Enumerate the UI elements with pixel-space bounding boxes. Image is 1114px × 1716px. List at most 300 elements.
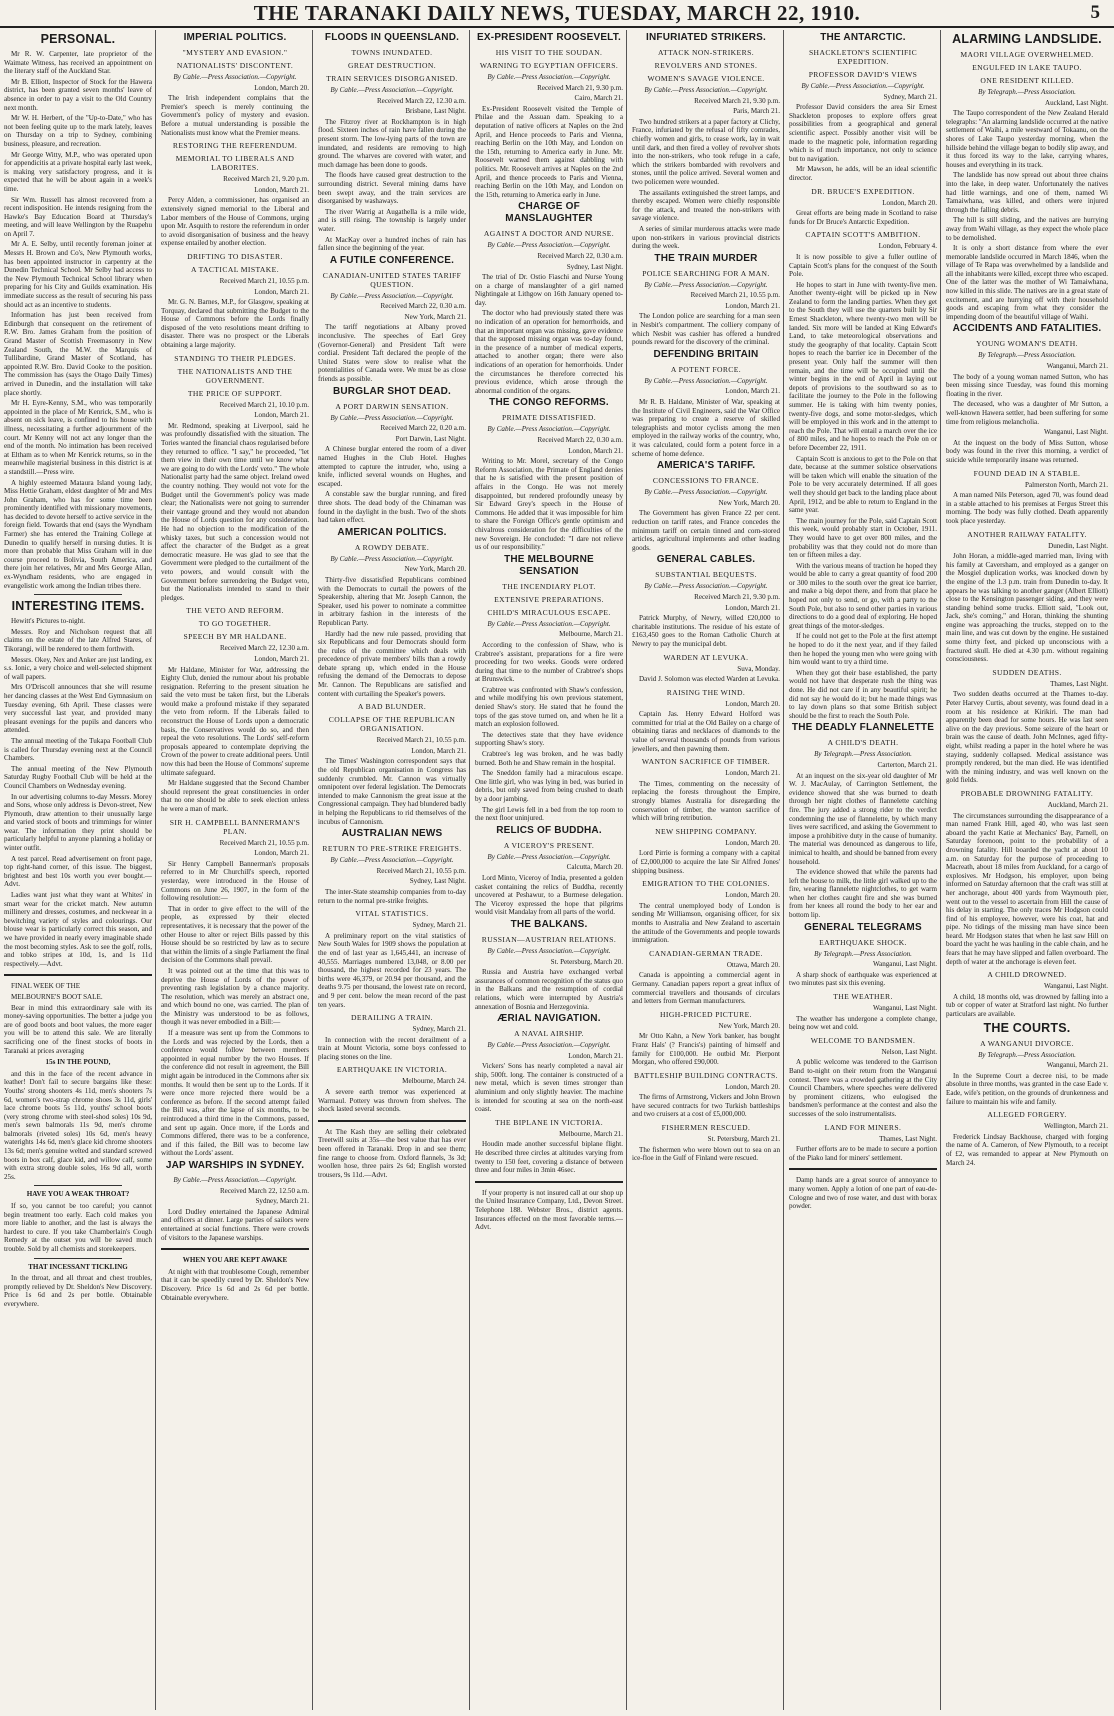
- paragraph: According to the confession of Shaw, who is Crabtree's assistant, preparations for a fire were proceeding for two weeks. Goods were ordered during that time to the number of Crabtree's shops at Brunswick.: [475, 640, 623, 684]
- dateline: London, March 21.: [568, 1051, 623, 1060]
- article-headline: BURGLAR SHOT DEAD.: [332, 385, 452, 397]
- column-rule: [312, 30, 313, 1710]
- paragraph: Damp hands are a great source of annoyance to many women. Apply a lotion of one part of eau-de-Cologne and two of rose water, and dust with borax powder.: [789, 1176, 937, 1211]
- paragraph: Two hundred strikers at a paper factory at Clichy, France, infuriated by the refusal of fifty comrades, chiefly women and girls, to cease work, lay in wait until dark, and then fired a volley of revolver shots into the non-strikers, who took refuge in a cafe, which the strikers bombarded with revolvers and stones, until the police arrived. Several women and two policemen were wounded.: [632, 117, 780, 186]
- article-headline: INFURIATED STRIKERS.: [646, 32, 766, 43]
- dateline-source: By Cable.—Press Association.—Copyright.: [330, 413, 454, 422]
- article-subheading: A BAD BLUNDER.: [357, 702, 427, 712]
- paragraph: The Government has given France 22 per cent. reduction on tariff rates, and France concedes the minimum tariff on certain tinned and corn-stored articles, agricultural implements and other leading goods.: [632, 509, 780, 552]
- dateline: Wanganui, Last Night.: [1043, 982, 1108, 991]
- dateline: St. Petersburg, March 20.: [550, 957, 623, 966]
- dateline: London, March 20.: [254, 83, 309, 92]
- dateline-source: By Cable.—Press Association.—Copyright.: [487, 73, 611, 81]
- article-subheading: THE WEATHER.: [833, 992, 893, 1002]
- heavy-divider: [161, 1248, 309, 1250]
- paragraph: A man named Nils Peterson, aged 70, was found dead in a stable attached to his premises at Fergus Street this morning. The body was fully clothed. Death apparently took place yesterday.: [946, 491, 1108, 525]
- article-subheading: DRIFTING TO DISASTER.: [187, 251, 283, 261]
- dateline: Received March 21, 10.55 p.m.: [376, 866, 466, 875]
- paragraph: Mr R. B. Haldane, Minister of War, speaking at the Institute of Civil Engineers, said the War Office was preparing to create a reserve of skilled telegraphists and motor cyclists among the men employed in the railway works of the country, who, it was calculated, could form a potent force in a scheme of home defence.: [632, 398, 780, 458]
- paragraph: The inter-State steamship companies from to-day return to the normal pre-strike freights.: [318, 887, 466, 905]
- dateline: London, March 20.: [725, 699, 780, 708]
- paragraph: The doctor who had previously stated there was no indication of an operation for hemorrhoids, and that an important organ was missing, gave evidence that the supposed missing organ was to-day found, in the presence of a number of medical experts, attached to another organ; there were also indications of an operation for hemorrhoids. Under the circumstances he therefore corrected his previous evidence, which arose through the abnormal condition of the organs.: [475, 309, 623, 395]
- paragraph: The central unemployed body of London is sending Mr Williamson, organising officer, for six months to Australia and New Zealand to ascertain the attitude of the Governments and people towards immigration.: [632, 901, 780, 945]
- dateline: New York, March 20.: [404, 565, 466, 574]
- paragraph: Sir Henry Campbell Bannerman's proposals referred to in Mr Churchill's speech, reported yesterday, were introduced in the House of Commons on June 26, 1907, in the form of the following resolution:—: [161, 859, 309, 903]
- dateline: Received March 22, 0.20 a.m.: [380, 424, 466, 433]
- article-subheading: EXTENSIVE PREPARATIONS.: [494, 594, 604, 604]
- dateline: Received March 21, 10.10 p.m.: [219, 400, 309, 409]
- article-subheading: ALLEGED FORGERY.: [987, 1110, 1067, 1120]
- dateline: Wanganui, Last Night.: [872, 1004, 937, 1013]
- section-divider: [34, 1185, 122, 1186]
- article-subheading: EARTHQUAKE SHOCK.: [819, 937, 907, 947]
- article-subheading: THE INCENDIARY PLOT.: [502, 581, 596, 591]
- article-headline: AMERICAN POLITICS.: [337, 526, 447, 538]
- paragraph: Mr Haldane suggested that the Second Chamber should represent the great constituencies in order that no one should be able to seek election unless he were a man of mark.: [161, 779, 309, 813]
- dateline: Received March 21, 10.55 p.m.: [376, 736, 466, 745]
- dateline-source: By Telegraph.—Press Association.: [814, 750, 912, 759]
- article-subheading: EMIGRATION TO THE COLONIES.: [642, 879, 770, 889]
- dateline: London, March 21.: [254, 654, 309, 663]
- paragraph: John Horan, a middle-aged married man, living with his family at Caversham, and employed as a ganger on the Mosgiel duplication works, was knocked down by the engine of the 1.3 p.m. train from Dunedin to-day. It appears he was talking to another ganger (Albert Elliott) close to the Kensington passenger siding, and they were standing behind some trucks. Elliott said, "Look out, Jack, she's coming," and Horan, thinking the shunting engine was approaching the trucks, stepped on to the main line, and was cut down by the engine. He sustained some thirty feet, and picked up unconscious with a fractured skull. He died at 4.30 p.m. without regaining consciousness.: [946, 552, 1108, 664]
- article-headline: ÆRIAL NAVIGATION.: [497, 1013, 601, 1025]
- article-subheading: ATTACK NON-STRIKERS.: [658, 48, 754, 57]
- article-headline: AMERICA'S TARIFF.: [656, 460, 756, 472]
- article-subheading: NEW SHIPPING COMPANY.: [655, 826, 757, 836]
- dateline: Wanganui, Last Night.: [1043, 428, 1108, 437]
- dateline: London, March 21.: [725, 301, 780, 310]
- heavy-divider: [318, 1120, 466, 1122]
- paragraph: Lord Pirrie is forming a company with a capital of £2,000,000 to acquire the late Sir Alfred Jones' shipping business.: [632, 849, 780, 875]
- paragraph: A child, 18 months old, was drowned by falling into a tub or copper of water at Stratford last night. No further particulars are available.: [946, 992, 1108, 1019]
- article-subheading: RUSSIAN—AUSTRIAN RELATIONS.: [481, 934, 617, 944]
- dateline: London, March 21.: [725, 387, 780, 396]
- article-subheading: TRAIN SERVICES DISORGANISED.: [326, 74, 458, 83]
- paragraph: A public welcome was tendered to the Garrison Band to-night on their return from the Wanganui contest. There was a crowded gathering at the City Council Chambers, where speeches were delivered by prominent citizens, who eulogised the bandsmen's performance at the contest and also the successes of the solo instrumentalists.: [789, 1058, 937, 1118]
- paragraph: At The Kash they are selling their celebrated Treetwill suits at 35s—the best value that has ever been offered in Taranaki. Drop in and see them; fine range to choose from. Oxford flannels, 3s 3d; woollen hose, three pairs 2s 6d; English worsted trousers, 9s 11d.—Advt.: [318, 1127, 466, 1179]
- dateline: Wanganui, March 21.: [1046, 362, 1108, 371]
- paragraph: The floods have caused great destruction to the surrounding district. Several mining dams have been swept away, and the train services are disorganised by washaways.: [318, 171, 466, 206]
- paragraph: The weather has undergone a complete change, being now wet and cold.: [789, 1014, 937, 1032]
- article-subheading: COLLAPSE OF THE REPUBLICAN ORGANISATION.: [328, 715, 456, 734]
- dateline: Calcutta, March 20.: [566, 863, 623, 872]
- paragraph: and this in the face of the recent advance in leather! Don't fail to secure bargains like these: Youths' strong shooters 4s 11d, men's shooters 7s 6d, women's two-strap chrome shoes 3s 11d, girls' lace chrome boots 5s 11d, youths' school boots (very strong chrome with steel-shod soles) 10s 9d, men's sewn balmorals 11s 9d, men's chrome balmorals (riveted soles) 10s 6d, men's heavy waterights 14s 6d, men's glace kid chrome shooters 13s 6d; men's genuine welted and standard screwed boots in box calf, glace kid, and willow calf, some with extra strong double soles, 16s 9d all, worth 25s.: [4, 1069, 152, 1181]
- dateline: New York, March 21.: [404, 312, 466, 321]
- paragraph: The main journey for the Pole, said Captain Scott this week, would probably start in October, 1911. They would have to get over 800 miles, and the probability was that they could not do more than ten or fifteen miles a day.: [789, 516, 937, 560]
- dateline: Sydney, March 21.: [412, 921, 466, 930]
- dateline: Carterton, March 21.: [877, 760, 937, 769]
- article-subheading: WARNING TO EGYPTIAN OFFICERS.: [479, 61, 619, 70]
- dateline-source: By Cable.—Press Association.—Copyright.: [487, 619, 611, 628]
- dateline: Received March 22, 12.30 a.m.: [376, 96, 466, 105]
- article-subheading: EARTHQUAKE IN VICTORIA.: [336, 1065, 448, 1075]
- paragraph: A preliminary report on the vital statistics of New South Wales for 1909 shows the population at the end of last year as 1,645,441, an increase of 40,555. Marriages numbered 13,048, or 8.00 per thousand, the highest recorded for 23 years. The births were 46,379, or 20.94 per thousand, and the deaths 9.75 per thousand, the lowest rate on record, and 9 per cent. below the mean record of the past ten years.: [318, 931, 466, 1009]
- heavy-divider: [475, 1181, 623, 1183]
- dateline: London, March 20.: [882, 198, 937, 207]
- article-headline: GENERAL CABLES.: [656, 554, 756, 566]
- column-1: [4, 30, 152, 1712]
- article-subheading: WELCOME TO BANDSMEN.: [810, 1035, 916, 1045]
- paragraph: Bear in mind this extraordinary sale with its money-saving opportunities. The better a judge you are of good boots and boot values, the more eager you will be to attend this sale. We are literally sacrificing one of the finest stocks of boots in Taranaki at prices averaging: [4, 1003, 152, 1055]
- dateline-source: By Cable.—Press Association.—Copyright.: [330, 291, 454, 300]
- paragraph: Mr B. Elliott, Inspector of Stock for the Hawera district, has been granted seven months' leave of absence in order to pay a visit to the Old Country next month.: [4, 77, 152, 112]
- dateline-source: By Cable.—Press Association.—Copyright.: [173, 73, 297, 81]
- dateline: Brisbane, Last Night.: [405, 107, 466, 116]
- dateline-source: By Cable.—Press Association.—Copyright.: [801, 82, 925, 90]
- dateline: Received March 21, 9.30 p.m.: [694, 96, 780, 105]
- paragraph: The evidence showed that while the parents had left the house to milk, the little girl walked up to the fire, wearing flannelette nightclothes, to get warm when her clothes caught fire and she was burned from her knees all round the body to her ear and bottom lip.: [789, 868, 937, 920]
- paragraph: At night with that troublesome Cough, remember that it can be speedily cured by Dr. Sheldon's New Discovery. Price 1s 6d and 2s 6d per bottle. Obtainable everywhere.: [161, 1267, 309, 1302]
- advert-heading: 15s IN THE POUND,: [45, 1058, 111, 1067]
- dateline-source: By Cable.—Press Association.—Copyright.: [487, 425, 611, 434]
- dateline-source: By Cable.—Press Association.—Copyright.: [487, 946, 611, 955]
- dateline: London, March 21.: [411, 746, 466, 755]
- article-subheading: MAORI VILLAGE OVERWHELMED.: [960, 50, 1094, 59]
- paragraph: The fishermen who were blown out to sea on an ice-floe in the Gulf of Finland were rescued.: [632, 1145, 780, 1163]
- dateline: Sydney, March 21.: [883, 92, 937, 101]
- paragraph: The annual meeting of the New Plymouth Saturday Rugby Football Club will be held at the Council Chambers on Wednesday evening.: [4, 764, 152, 790]
- article-subheading: PROBABLE DROWNING FATALITY.: [960, 788, 1094, 798]
- paragraph: Houdin made another successful biplane flight. He described three circles at altitudes varying from twenty to 150 feet, covering a distance of between three and four miles in 3min 46sec.: [475, 1140, 623, 1175]
- dateline: Paris, March 21.: [733, 107, 780, 116]
- article-headline: INTERESTING ITEMS.: [11, 599, 145, 614]
- article-subheading: RAISING THE WIND.: [666, 687, 746, 697]
- paragraph: A severe earth tremor was experienced at Warrnaul. Pottery was thrown from shelves. The shock lasted several seconds.: [318, 1088, 466, 1114]
- paragraph: Further efforts are to be made to secure a portion of the Piako land for miners' settlement.: [789, 1145, 937, 1162]
- article-subheading: SPEECH BY MR HALDANE.: [183, 632, 287, 642]
- dateline-source: By Cable.—Press Association.—Copyright.: [644, 280, 768, 289]
- dateline: London, March 20.: [725, 1082, 780, 1091]
- article-subheading: SUDDEN DEATHS.: [992, 667, 1062, 677]
- dateline: Wellington, March 21.: [1043, 1122, 1108, 1131]
- dateline: Melbourne, March 21.: [559, 1129, 623, 1138]
- paragraph: The London police are searching for a man seen in Nesbit's compartment. The colliery company of which Nesbit was cashier has offered a hundred pounds reward for the discovery of the criminal.: [632, 312, 780, 347]
- paragraph: Mr. Redmond, speaking at Liverpool, said he was profoundly dissatisfied with the situation. The Tories wanted the financial chaos regularised before they returned to office. "I say," he proceeded, "let them view in their own time until we know what we are going to do with the Lords' veto." The whole Nationalist party had the same object. Ireland owed the country nothing. They would not vote for the Budget until the Government's policy was made clear; the Nationalists were not going to surrender their vantage ground and they would not abandon the House of Lords question for any consideration. He had no objection to the modification of the whisky taxes, but such a concession would not affect the character of the Budget as a great democratic measure. He was glad to see that the Government were pledged to the curtailment of the veto powers, and would consult with the Government before surrendering the Budget veto, but the Nationalists intended to stand to their pledges.: [161, 421, 309, 602]
- paragraph: Ladies want just what they want at Whites' in smart wear for the cricket match. New autumn millinery and dresses, costumes, and neckwear in a bewitching variety of styles and colourings. Our blouse wear is particularly correct this season, and we have provided in nearly every imaginable shade the most becoming styles. Ask to see the golf, rolls, and tobko stripes at 10d, 1s, and 1s 11d respectively.—Advt.: [4, 891, 152, 968]
- paragraph: Messrs. Okey, Nex and Anker are just landing, ex s.s. Ionic, a very choice and well-selected shipment of wall papers.: [4, 655, 152, 681]
- paragraph: In connection with the recent derailment of a train at Mount Victoria, some boys confessed to placing stones on the line.: [318, 1035, 466, 1061]
- paragraph: The tariff negotiations at Albany proved inconclusive. The speeches of Earl Grey (Governor-General) and President Taft were cordial. President Taft declared the people of the United States were slow to realise what the potentialities of Canada were. We must be as close friends as possible.: [318, 323, 466, 384]
- article-subheading: NATIONALISTS' DISCONTENT.: [176, 61, 294, 70]
- article-subheading: STANDING TO THEIR PLEDGES.: [174, 353, 296, 363]
- article-headline: A FUTILE CONFERENCE.: [329, 254, 455, 266]
- article-headline: THE COURTS.: [983, 1020, 1071, 1035]
- article-headline: AUSTRALIAN NEWS: [341, 828, 443, 840]
- dateline: Sydney, Last Night.: [566, 262, 623, 271]
- dateline: Received March 22, 12.30 a.m.: [219, 644, 309, 653]
- paragraph: It is now possible to give a fuller outline of Captain Scott's plans for the conquest of the South Pole.: [789, 252, 937, 279]
- column-rule: [155, 30, 156, 1710]
- dateline: London, March 21.: [254, 411, 309, 420]
- dateline: Wanganui, Last Night.: [872, 960, 937, 969]
- dateline: Melbourne, March 21.: [559, 630, 623, 639]
- dateline: Suva, Monday.: [737, 664, 780, 673]
- article-headline: THE TRAIN MURDER: [654, 252, 758, 264]
- article-headline: THE CONGO REFORMS.: [489, 397, 609, 409]
- paragraph: When they got their base established, the party would not have that desperate rush the thing was done. He did not care if in any beautiful spirit; he did not say he would do it; but he made things was to lay down plans so that some British subject should be the first to reach the South Pole.: [789, 668, 937, 720]
- paragraph: Thirty-five dissatisfied Republicans combined with the Democrats to curtail the powers of the Speakership, altering that Mr. Joseph Cannon, the Speaker, used his power to nominate a committee in arbitrary fashion in the interests of the Republican Party.: [318, 575, 466, 627]
- article-subheading: HIS VISIT TO THE SOUDAN.: [495, 48, 603, 57]
- advert-heading: HAVE YOU A WEAK THROAT?: [26, 1190, 130, 1199]
- paragraph: David J. Solomon was elected Warden at Levuka.: [639, 675, 780, 684]
- article-headline: DEFENDING BRITAIN: [653, 348, 759, 360]
- dateline: London, March 21.: [725, 769, 780, 778]
- article-subheading: SHACKLETON'S SCIENTIFIC EXPEDITION.: [808, 48, 918, 66]
- advert-heading: WHEN YOU ARE KEPT AWAKE: [182, 1256, 288, 1265]
- paragraph: The body of a young woman named Sutton, who has been missing since Tuesday, was found this morning floating in the river.: [946, 372, 1108, 398]
- dateline: Cairo, March 21.: [574, 94, 623, 103]
- article-subheading: FISHERMEN RESCUED.: [661, 1123, 751, 1133]
- dateline-source: By Cable.—Press Association.—Copyright.: [330, 86, 454, 94]
- paragraph: If he could not get to the Pole at the first attempt he hoped to do it the next year, and if they failed then he hoped the young men who were going with him would want to try a third time.: [789, 632, 937, 667]
- dateline-source: By Cable.—Press Association.—Copyright.: [644, 488, 768, 497]
- masthead: [0, 0, 1114, 28]
- paragraph: The Irish independent complains that the Premier's speech is merely continuing the Government's policy of mystery and evasion. Before a mutual understanding is possible the Nationalists must know what the Premier means.: [161, 94, 309, 137]
- paragraph: A Chinese burglar entered the room of a diver named Hughes in the Club Hotel. Hughes attempted to capture the intruder, who, using a knife, inflicted several wounds on Hughes, and escaped.: [318, 445, 466, 488]
- paragraph: The Times, commenting on the necessity of replacing the forests throughout the Empire, strongly blames Australia for disregarding the conservation of timber, the wanton sacrifice of which will bring retribution.: [632, 779, 780, 823]
- dateline-source: By Cable.—Press Association.—Copyright.: [644, 376, 768, 385]
- dateline-source: By Cable.—Press Association.—Copyright.: [487, 1041, 611, 1050]
- dateline: Sydney, Last Night.: [409, 877, 466, 886]
- paragraph: The Sneddon family had a miraculous escape. One little girl, who was lying in bed, was buried in debris, but only saved from being crushed to death by a door jambing.: [475, 769, 623, 803]
- dateline: London, February 4.: [878, 242, 937, 251]
- article-subheading: FOUND DEAD IN A STABLE.: [973, 468, 1081, 478]
- paragraph: A highly esteemed Mataura Island young lady, Miss Hettie Graham, eldest daughter of Mr and Mrs John Graham, who has for some time been prominently identified with missionary movements, has decided to devote herself to active service in the foreign field. Towards that end (says the Wyndham Farmer) she has entered the Training College at Dunedin to qualify herself in nursing duties. It is more than probable that Miss Graham will in due course proceed to Bolivia, South America, and there join her relatives, Mr and Mrs George Allan, ex-Wyndham residents, who are engaged in evangelistic work among the Indian tribes there.: [4, 478, 152, 590]
- article-subheading: A POTENT FORCE.: [670, 364, 742, 374]
- dateline: Melbourne, March 24.: [402, 1077, 466, 1086]
- article-subheading: YOUNG WOMAN'S DEATH.: [976, 339, 1078, 349]
- paragraph: Percy Alden, a commissioner, has organised an extensively signed memorial to the Liberal and Labor members of the House of Commons, urging upon Mr. Asquith to restore the referendum in order to avoid disorganisation of business and the heavy expense entailed by another election.: [161, 196, 309, 248]
- paragraph: Mr H. Eyre-Kenny, S.M., who was temporarily appointed in the place of Mr Kenrick, S.M., who is absent on sick leave, is confined to his house with illness, necessitating a further adjournment of the court. Mr Kenny will not act any longer than the end of the month. No intimation has been received at Eltham as to when Mr Kenrick returns, so in the meanwhile magisterial business in this district is at a standstill.—Press wire.: [4, 399, 152, 476]
- paragraph: The assailants extinguished the street lamps, and thereby escaped. Women were chiefly responsible for the attack, and treated the non-strikers with savage violence.: [632, 188, 780, 223]
- dateline: Received March 21, 10.55 p.m.: [219, 838, 309, 847]
- section-divider: [34, 594, 122, 595]
- column-2: [161, 30, 309, 1712]
- dateline: Sydney, March 21.: [255, 1197, 309, 1206]
- paragraph: Writing to Mr. Morel, secretary of the Congo Reform Association, the Primate of England denies that he is satisfied with the present position of affairs in the Congo. He was not merely disappointed, but rendered profoundly uneasy by Sir Edward Grey's speech in the House of Commons. He added that it was impossible for him to share the Foreign Office's gentle optimism and chivalrous consideration for the difficulties of the new Sovereign. He concluded: "I dare not relieve us of our responsibility.": [475, 457, 623, 552]
- article-headline: FLOODS IN QUEENSLAND.: [324, 32, 460, 43]
- paragraph: A constable saw the burglar running, and fired three shots. The dead body of the Chinaman was found in the daylight in the bush. Two of the shots had taken effect.: [318, 490, 466, 525]
- paragraph: A sharp shock of earthquake was experienced at two minutes past six this evening.: [789, 970, 937, 988]
- article-headline: THE MELBOURNE SENSATION: [504, 553, 594, 577]
- article-headline: ALARMING LANDSLIDE.: [952, 32, 1102, 46]
- article-subheading: A CHILD DROWNED.: [987, 970, 1067, 980]
- article-subheading: CANADIAN-GERMAN TRADE.: [649, 948, 763, 958]
- article-subheading: THE PRICE OF SUPPORT.: [187, 388, 283, 398]
- section-divider: [34, 1258, 122, 1259]
- article-subheading: WOMEN'S SAVAGE VIOLENCE.: [647, 74, 765, 83]
- paragraph: The deceased, who was a daughter of Mr Sutton, a well-known Hawera settler, had been suffering for some time from religious melancholia.: [946, 400, 1108, 426]
- dateline: Wanganui, March 21.: [1046, 1061, 1108, 1070]
- article-subheading: SUBSTANTIAL BEQUESTS.: [655, 570, 757, 580]
- paragraph: Great efforts are being made in Scotland to raise funds for Dr Bruce's Antarctic Expedition.: [789, 209, 937, 226]
- column-4: [475, 30, 623, 1712]
- article-subheading: TOWNS INUNDATED.: [351, 48, 433, 57]
- paragraph: With the various means of traction he hoped they would be able to carry a great quantity of food 200 or 300 miles to the south over the great ice barrier, and make a big depot there, and from that place he hoped not only to send, or go, with a party to the South Pole, but also to send other parties in various directions to do a good deal of exploring. He hoped great things of the motor-sledges.: [789, 561, 937, 630]
- dateline: Dunedin, Last Night.: [1048, 541, 1108, 550]
- paragraph: Mr A. E. Selby, until recently foreman joiner at Messrs H. Brown and Co's, New Plymouth works, has been appointed instructor in carpentry at the Dunedin Technical School. Mr Selby had access to the New Plymouth Technical School library when preparing for his City and Guilds examination. His immediate success as the result of securing his pass should act as an incentive to students.: [4, 240, 152, 309]
- paragraph: A series of similar murderous attacks were made upon non-strikers in various provincial districts during the week.: [632, 224, 780, 251]
- dateline: London, March 20.: [725, 891, 780, 900]
- article-subheading: A CHILD'S DEATH.: [827, 738, 899, 748]
- paragraph: Russia and Austria have exchanged verbal assurances of common recognition of the status quo in the Balkans and the resumption of cordial relations, which were interrupted by Austria's annexation of Bosnia and Herzegovinia.: [475, 968, 623, 1011]
- paragraph: The firms of Armstrong, Vickers and John Brown have secured contracts for two Turkish battleships and two cruisers at a cost of £5,000,000.: [632, 1093, 780, 1119]
- dateline: New York, March 20.: [718, 498, 780, 507]
- article-subheading: PROFESSOR DAVID'S VIEWS: [808, 70, 918, 79]
- paragraph: Mr. G. N. Barnes, M.P., for Glasgow, speaking at Torquay, declared that submitting the Budget to the House of Commons before the Lords finally disposed of the veto resolutions meant drifting to disaster. There was no prospect or the Liberals obtaining a large majority.: [161, 298, 309, 350]
- paragraph: Crabtree's leg was broken, and he was badly burned. Both he and Shaw remain in the hospital.: [475, 750, 623, 767]
- dateline-source: By Cable.—Press Association.—Copyright.: [644, 86, 768, 94]
- dateline: London, March 21.: [254, 849, 309, 858]
- dateline: Received March 21, 10.55 p.m.: [690, 291, 780, 300]
- article-headline: CHARGE OF MANSLAUGHTER: [505, 201, 593, 225]
- article-headline: EX-PRESIDENT ROOSEVELT.: [477, 32, 621, 43]
- paragraph: Frederick Lindsay Backhouse, charged with forging the name of A. Cameron, of New Plymouth, to a receipt of £2, was remanded to appear at New Plymouth on March 24.: [946, 1132, 1108, 1167]
- paragraph: At the inquest on the body of Miss Sutton, whose body was found in the river this morning, a verdict of suicide while temporarily insane was returned.: [946, 438, 1108, 464]
- paragraph: The girl Lewis fell in a bed from the top room to the next floor uninjured.: [475, 805, 623, 823]
- dateline-source: By Cable.—Press Association.—Copyright.: [173, 1175, 297, 1184]
- paragraph: At MacKay over a hundred inches of rain has fallen since the beginning of the year.: [318, 235, 466, 253]
- article-subheading: THE VETO AND REFORM.: [186, 606, 284, 616]
- article-subheading: AGAINST A DOCTOR AND NURSE.: [483, 229, 615, 239]
- dateline: Received March 22, 0.30 a.m.: [537, 436, 623, 444]
- dateline: Received March 22, 0.30 a.m.: [537, 251, 623, 260]
- paragraph: Two sudden deaths occurred at the Thames to-day. Peter Harvey Curtis, about seventy, was found dead in a room at his residence at Kirikiri. The man had apparently been dead for some hours. He was last seen alive on the day previous. Some seizure of the heart or brain was the cause of death. John McInnes, aged fifty-eight, whilst reading a paper in the hotel where he was staying, suddenly collapsed. Medical assistance was promptly rendered, but the man died. He was identified with the mining industry, and was well known on the gold fields.: [946, 690, 1108, 785]
- paragraph: In the throat, and all throat and chest troubles, promptly relieved by Dr. Sheldon's New Discovery. Price 1s 6d and 2s per bottle. Obtainable everywhere.: [4, 1274, 152, 1308]
- article-subheading: DR. BRUCE'S EXPEDITION.: [811, 186, 915, 196]
- page-number: 5: [1090, 2, 1100, 23]
- paragraph: A test parcel. Read advertisement on front page, top right-hand corner, of this issue. The biggest, brightest and best 10s worth you ever bought.—Advt.: [4, 854, 152, 889]
- paragraph: Captain Jas. Henry Edward Holford was committed for trial at the Old Bailey on a charge of obtaining tiaras and necklaces of diamonds to the value of several thousands of pounds from various jewellers, and then pawning them.: [632, 710, 780, 753]
- article-subheading: THE NATIONALISTS AND THE GOVERNMENT.: [177, 366, 293, 385]
- paragraph: Mrs O'Driscoll announces that she will resume her dancing classes at the West End Gymnasium on Tuesday evening, 6th April. These classes were very successful last year, and provided many pleasant evenings for the pupils and dancers who attended.: [4, 683, 152, 735]
- paragraph: If your property is not insured call at our shop up the United Insurance Company, Ltd., Devon Street. Telephone 188. Webster Bros., district agents. Insurances effected on the most favorable terms.—Advt.: [475, 1188, 623, 1232]
- article-subheading: A ROWDY DEBATE.: [354, 542, 430, 552]
- paragraph: Patrick Murphy, of Newry, willed £20,000 to charitable institutions. The residue of his estate of £163,450 goes to the Roman Catholic Church at Newry to pay the municipal debt.: [632, 614, 780, 648]
- article-subheading: A WANGANUI DIVORCE.: [980, 1038, 1074, 1048]
- column-rule: [626, 30, 627, 1710]
- paragraph: Lord Minto, Viceroy of India, presented a golden casket containing the relics of Buddha, recently uncovered at Peshawur, to a Burmese delegation. The Viceroy expressed the hope that pilgrims would visit Mandalay from all parts of the world.: [475, 873, 623, 917]
- article-headline: GENERAL TELEGRAMS: [804, 921, 922, 933]
- article-subheading: THE BIPLANE IN VICTORIA.: [494, 1117, 604, 1127]
- article-subheading: ANOTHER RAILWAY FATALITY.: [967, 529, 1087, 539]
- column-rule: [783, 30, 784, 1710]
- article-subheading: CHILD'S MIRACULOUS ESCAPE.: [487, 607, 611, 617]
- paragraph: That in order to give effect to the will of the people, as expressed by their elected representatives, it is necessary that the power of the other House to alter or reject Bills passed by this House should be so restricted by law as to secure that within the limits of a single Parliament the final decision of the Commons shall prevail.: [161, 904, 309, 965]
- paragraph: He hopes to start in June with twenty-five men. Another twenty-eight will be picked up in New Zealand to form the landing parties. When they get to the South they will use the quarters built by Sir Ernest Shackleton, where twenty-two men will be landed. Six more will be landed at King Edward's Land, to take meteorological observations and study the geography of that locality. Captain Scott hopes to reach the barrier ice in December of the present year. Only half the summer will then remain, and the time will be occupied until the winter begins in the end of April in laying out depots of provisions to the southward so as to facilitate the journey to the Pole in the following summer. He is taking with him twenty ponies, twenty-five dogs, and some motor-sledges, which will be employed in this work and in the attempt to reach the Pole. That will entail a march over the ice of 800 miles, and he hopes to reach the Pole on or before December 22, 1911.: [789, 280, 937, 452]
- dateline-source: By Telegraph.—Press Association.: [814, 949, 912, 958]
- newspaper-title: THE TARANAKI DAILY NEWS, TUESDAY, MARCH 22, 1910.: [253, 1, 861, 25]
- article-subheading: VITAL STATISTICS.: [355, 909, 429, 919]
- article-headline: JAP WARSHIPS IN SYDNEY.: [165, 1159, 305, 1171]
- paragraph: It is only a short distance from where the ever memorable landslide occurred in March 1846, when the village of Te Rapa was overwhelmed by a landslide and all the inhabitants were killed, except three who escaped. One of the latter was the mother of Wi Tamaiwhana, now killed in this slide. The natives are in a great state of excitement, and are hurrying off with their household goods and escaping from what they consider the impending doom of the beautiful village of Waihi.: [946, 244, 1108, 321]
- paragraph: The river Warrig at Augathella is a mile wide, and is still rising. The township is largely under water.: [318, 207, 466, 233]
- paragraph: Captain Scott is anxious to get to the Pole on that date, because at the summer solstice observations will be taken which will enable the situation of the Pole to be very accurately determined. If all goes well they should get back to the landing place about April, 1912, and be able to return to England in the same year.: [789, 454, 937, 515]
- article-subheading: WARDEN AT LEVUKA.: [663, 652, 749, 662]
- article-subheading: CONCESSIONS TO FRANCE.: [652, 476, 760, 486]
- paragraph: Mr R. W. Carpenter, late proprietor of the Waimate Witness, has received an appointment on the literary staff of the Auckland Star.: [4, 50, 152, 76]
- article-subheading: ONE RESIDENT KILLED.: [980, 76, 1074, 85]
- article-subheading: POLICE SEARCHING FOR A MAN.: [642, 268, 770, 278]
- dateline-source: By Cable.—Press Association.—Copyright.: [487, 852, 611, 861]
- paragraph: Vickers' Sons has nearly completed a naval air ship, 500ft. long. The container is constructed of a new metal, which is seven times stronger than aluminium and only slightly heavier. The machine is intended for scouting at sea on the north-east coast.: [475, 1062, 623, 1114]
- article-subheading: "MYSTERY AND EVASION.": [182, 48, 288, 57]
- paragraph: Mr Mawson, he adds, will be an ideal scientific director.: [789, 165, 937, 182]
- dateline: London, March 21.: [254, 185, 309, 194]
- paragraph: Canada is appointing a commercial agent in Germany. Canadian papers report a great influx of commercial travellers and thousands of circulars and letters from German manufacturers.: [632, 971, 780, 1006]
- paragraph: At an inquest on the six-year old daughter of Mr W. J. MacAulay, of Carrington Settlement, the evidence showed that she was burned to death through her night clothes of flannelette catching fire. The jury added a strong rider to the verdict condemning the use of flannelette, by which many lives were sacrificed, and asking the Government to impose a prohibitive duty in the cause of humanity. The material was denounced as dangerous to life, inimical to health, and should be banned from every household.: [789, 771, 937, 866]
- article-subheading: LAND FOR MINERS.: [824, 1122, 902, 1132]
- article-subheading: SIR H. CAMPBELL BANNERMAN'S PLAN.: [169, 817, 301, 836]
- dateline-source: By Telegraph.—Press Association.: [978, 1050, 1076, 1059]
- paragraph: FINAL WEEK OF THE: [11, 982, 81, 991]
- article-subheading: ENGULFED IN LAKE TAUPO.: [972, 63, 1082, 72]
- dateline: Received March 21, 10.55 p.m.: [219, 276, 309, 285]
- article-headline: THE ANTARCTIC.: [820, 32, 906, 43]
- dateline: New York, March 20.: [718, 1021, 780, 1030]
- dateline: London, March 21.: [725, 603, 780, 612]
- paragraph: Mr George Witty, M.P., who was operated upon for appendicitis at a private hospital early last week, is making very satisfactory progress, and it is expected that he will be about again in a week's time.: [4, 150, 152, 193]
- article-subheading: A VICEROY'S PRESENT.: [503, 840, 595, 850]
- column-7: [946, 30, 1108, 1712]
- article-headline: THE BALKANS.: [510, 918, 588, 930]
- article-headline: THE DEADLY FLANNELETTE: [791, 722, 935, 734]
- paragraph: Mr Haldane, Minister for War, addressing the Eighty Club, denied the rumour about his probable resignation. Referring to the present situation he said the veto must be taken first, but the Liberals would make a profound mistake if they separated the veto from reform. If the Liberals failed to reconstruct the House of Lords upon a democratic basis, the Conservatives would do so, and then repeal the veto resolutions. The Lords' self-reform proposals appeared to contemplate depriving the Crown of the power to create additional peers. Until now this had been the House of Commons' supreme ultimate safeguard.: [161, 665, 309, 777]
- dateline: St. Petersburg, March 21.: [707, 1135, 780, 1144]
- article-subheading: DERAILING A TRAIN.: [351, 1013, 433, 1023]
- article-subheading: MEMORIAL TO LIBERALS AND LABORITES.: [175, 154, 295, 173]
- dateline: Received March 21, 9.20 p.m.: [223, 175, 309, 184]
- heavy-divider: [4, 974, 152, 976]
- dateline: Ottawa, March 20.: [726, 960, 780, 969]
- dateline: Received March 21, 9.30 p.m.: [694, 592, 780, 601]
- article-subheading: A NAVAL AIRSHIP.: [514, 1029, 584, 1039]
- dateline: Auckland, Last Night.: [1044, 98, 1108, 107]
- paragraph: Lord Dudley entertained the Japanese Admiral and officers at dinner. Large parties of sailors were entertained at social functions. There were crowds of visitors to the Japanese warships.: [161, 1207, 309, 1242]
- paragraph: The hill is still sliding, and the natives are hurrying away from Waihi village, as they expect the whole place to be demolished.: [946, 216, 1108, 242]
- paragraph: Ex-President Roosevelt visited the Temple of Philae and the Assuan dam. Speaking to a deputation of native officers at Naples on the 2nd April, and Hence proceeds to Paris and Vienna, reaching Berlin on the 10th May, and London on the 15th, returning to America early in June. Mr. Roosevelt warned them against dabbling with politics. Mr. Roosevelt arrives at Naples on the 2nd April, and thence proceeds to Paris and Vienna, reaching Berlin on the 10th May, and London on the 15th, returning to America early in June.: [475, 104, 623, 199]
- paragraph: Information has just been received from Edinburgh that consequent on the retirement of R.W. Bro. James Graham from the position of Grand Master of Scottish Freemasonry in New Zealand South, the M.W. the Marquis of Tullibardine, Grand Master of Scotland, has appointed R.W. Bro. David Cooke to the position. The commission has (says the Otago Daily Times) arrived in Dunedin, and the installation will take place shortly.: [4, 311, 152, 397]
- column-5: [632, 30, 780, 1712]
- dateline-source: By Telegraph.—Press Association.: [978, 351, 1076, 360]
- column-rule: [469, 30, 470, 1710]
- dateline: Received March 22, 0.30 a.m.: [380, 302, 466, 311]
- article-headline: IMPERIAL POLITICS.: [183, 32, 287, 43]
- dateline: Sydney, March 21.: [412, 1025, 466, 1034]
- article-subheading: RETURN TO PRE-STRIKE FREIGHTS.: [322, 844, 462, 854]
- dateline: Nelson, Last Night.: [881, 1047, 937, 1056]
- article-subheading: RESTORING THE REFERENDUM.: [172, 141, 298, 151]
- paragraph: Crabtree was confronted with Shaw's confession, and while modifying his own previous statement, denied Shaw's story. He stated that he found the tops of the gas stove turned on, and when he lit a match an explosion followed.: [475, 685, 623, 729]
- dateline: Auckland, March 21.: [1047, 800, 1108, 809]
- heavy-divider: [789, 1168, 937, 1170]
- dateline: London, March 20.: [725, 838, 780, 847]
- article-headline: RELICS OF BUDDHA.: [496, 824, 602, 836]
- dateline: Received March 21, 9.30 p.m.: [537, 83, 623, 92]
- dateline: Thames, Last Night.: [879, 1134, 937, 1143]
- article-subheading: A PORT DARWIN SENSATION.: [335, 401, 449, 411]
- article-subheading: PRIMATE DISSATISFIED.: [501, 413, 597, 423]
- article-subheading: CAPTAIN SCOTT'S AMBITION.: [805, 230, 921, 240]
- paragraph: If so, you cannot be too careful; you cannot begin treatment too early. Each cold makes you more liable to another, and the last is always the hardest to cure. If you take Chamberlain's Cough Remedy at the outset you will be saved much trouble. Sold by all chemists and storekeepers.: [4, 1202, 152, 1253]
- column-6: [789, 30, 937, 1712]
- column-3: [318, 30, 466, 1712]
- paragraph: Hewitt's Pictures to-night.: [11, 617, 85, 626]
- dateline: Port Darwin, Last Night.: [395, 434, 466, 443]
- paragraph: The Fitzroy river at Rockhampton is in high flood. Sixteen inches of rain have fallen during the present storm. The low-lying parts of the town are inundated, and residents are removing to high ground. The wharves are covered with water, and much damage has been done to goods.: [318, 117, 466, 169]
- article-headline: PERSONAL.: [40, 32, 116, 46]
- article-subheading: BATTLESHIP BUILDING CONTRACTS.: [634, 1070, 778, 1080]
